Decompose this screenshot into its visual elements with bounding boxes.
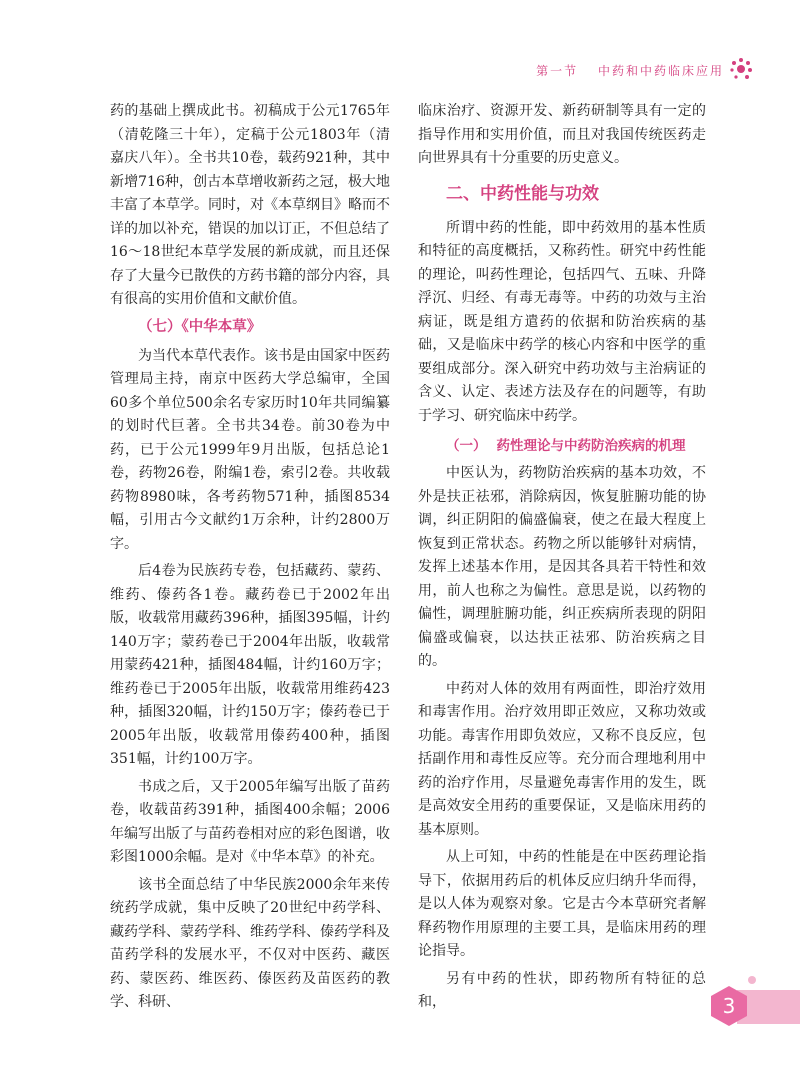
running-header — [536, 62, 724, 79]
paragraph: 中医认为，药物防治疾病的基本功效，不外是扶正祛邪，消除病因，恢复脏腑功能的协调，纠正阴阳的偏盛偏衰，使之在最大程度上恢复到正常状态。药物之所以能够针对病情，发挥上述基本作用，是因其各具若干特性和效用，前人也称之为偏性。意思是说，以药物的偏性，调理脏腑功能，纠正疾病所表现的阴阳偏盛或偏衰，以达扶正祛邪、防治疾病之目的。 — [418, 465, 706, 669]
section-heading: 二、中药性能与功效 — [446, 183, 599, 204]
subsection-heading: （七）《中华本草》 — [138, 318, 262, 335]
paragraph: 书成之后，又于2005年编写出版了苗药卷，收载苗药391种，插图400余幅；2006年编写出版了与苗药卷相对应的彩色图谱，收彩图1000余幅。是对《中华本草》的补充。 — [110, 778, 390, 865]
paragraph: 从上可知，中药的性能是在中医药理论指导下，依据用药后的机体反应归纳升华而得，是以人体为观察对象。它是古今本草研究者解释药物作用原理的主要工具，是临床用药的理论指导。 — [418, 849, 706, 959]
paragraph: 所谓中药的性能，即中药效用的基本性质和特征的高度概括，又称药性。研究中药性能的理论，叫药性理论，包括四气、五味、升降浮沉、归经、有毒无毒等。中药的功效与主治病证，既是组方遣药的依据和防治疾病的基础，又是临床中药学的核心内容和中医学的重要组成部分。深入研究中药功效与主治病证的含义、认定、表述方法及存在的问题等，有助于学习、研究临床中药学。 — [418, 219, 706, 424]
paragraph: 后4卷为民族药专卷，包括藏药、蒙药、维药、傣药各1卷。藏药卷已于2002年出版，收载常用藏药396种，插图395幅，计约140万字；蒙药卷已于2004年出版，收载常用蒙药421种，插图484幅，计约160万字；维药卷已于2005年出版，收载常用维药423种，插图320幅，计约150万字；傣药卷已于2005年出版，收载常用傣药400种，插图351幅，计约100万字。 — [110, 563, 390, 767]
decorative-dot — [748, 976, 756, 984]
paragraph: 为当代本草代表作。该书是由国家中医药管理局主持，南京中医药大学总编审，全国60多个单位500余名专家历时10年共同编纂的划时代巨著。全书共34卷。前30卷为中药，已于公元1999年9月出版，包括总论1卷，药物26卷，附编1卷，索引2卷。共收载药物8980味，各考药物571种，插图8534幅，引用古今文献约1万余种，计约2800万字。 — [110, 347, 390, 552]
page-number: 3 — [722, 994, 736, 1018]
paragraph: 药的基础上撰成此书。初稿成于公元1765年（清乾隆三十年），定稿于公元1803年（清嘉庆八年）。全书共10卷，载药921种，其中新增716种，创古本草增收新药之冠，极大地丰富了本草学。同时，对《本草纲目》略而不详的加以补充，错误的加以订正，不但总结了16～18世纪本草学发展的新成就，而且还保存了大量今已散佚的方药书籍的部分内容，具有很高的实用价值和文献价值。 — [110, 103, 390, 307]
flower-burst-icon — [728, 56, 754, 82]
right-column — [418, 100, 706, 1019]
paragraph: 该书全面总结了中华民族2000余年来传统药学成就，集中反映了20世纪中药学科、藏药学科、蒙药学科、维药学科、傣药学科及苗药学科的发展水平，不仅对中医药、藏医药、蒙医药、维医药、傣医药及苗医药的教学、科研、 — [110, 876, 390, 1010]
subsection-number: （一） — [446, 438, 487, 454]
paragraph: 中药对人体的效用有两面性，即治疗效用和毒害作用。治疗效用即正效应，又称功效或功能。毒害作用即负效应，又称不良反应，包括副作用和毒性反应等。充分而合理地利用中药的治疗作用，尽量避免毒害作用的发生，既是高效安全用药的重要保证，又是临床用药的基本原则。 — [418, 680, 706, 838]
paragraph: 另有中药的性状，即药物所有特征的总和， — [418, 970, 706, 1010]
paragraph: 临床治疗、资源开发、新药研制等具有一定的指导作用和实用价值，而且对我国传统医药走向世界具有十分重要的历史意义。 — [418, 103, 706, 166]
header-title: 中药和中药临床应用 — [597, 64, 724, 78]
header-section: 第一节 — [536, 64, 579, 78]
subsection-title: 药性理论与中药防治疾病的机理 — [496, 438, 686, 454]
subsection-heading — [446, 434, 706, 458]
left-column — [110, 100, 390, 1019]
